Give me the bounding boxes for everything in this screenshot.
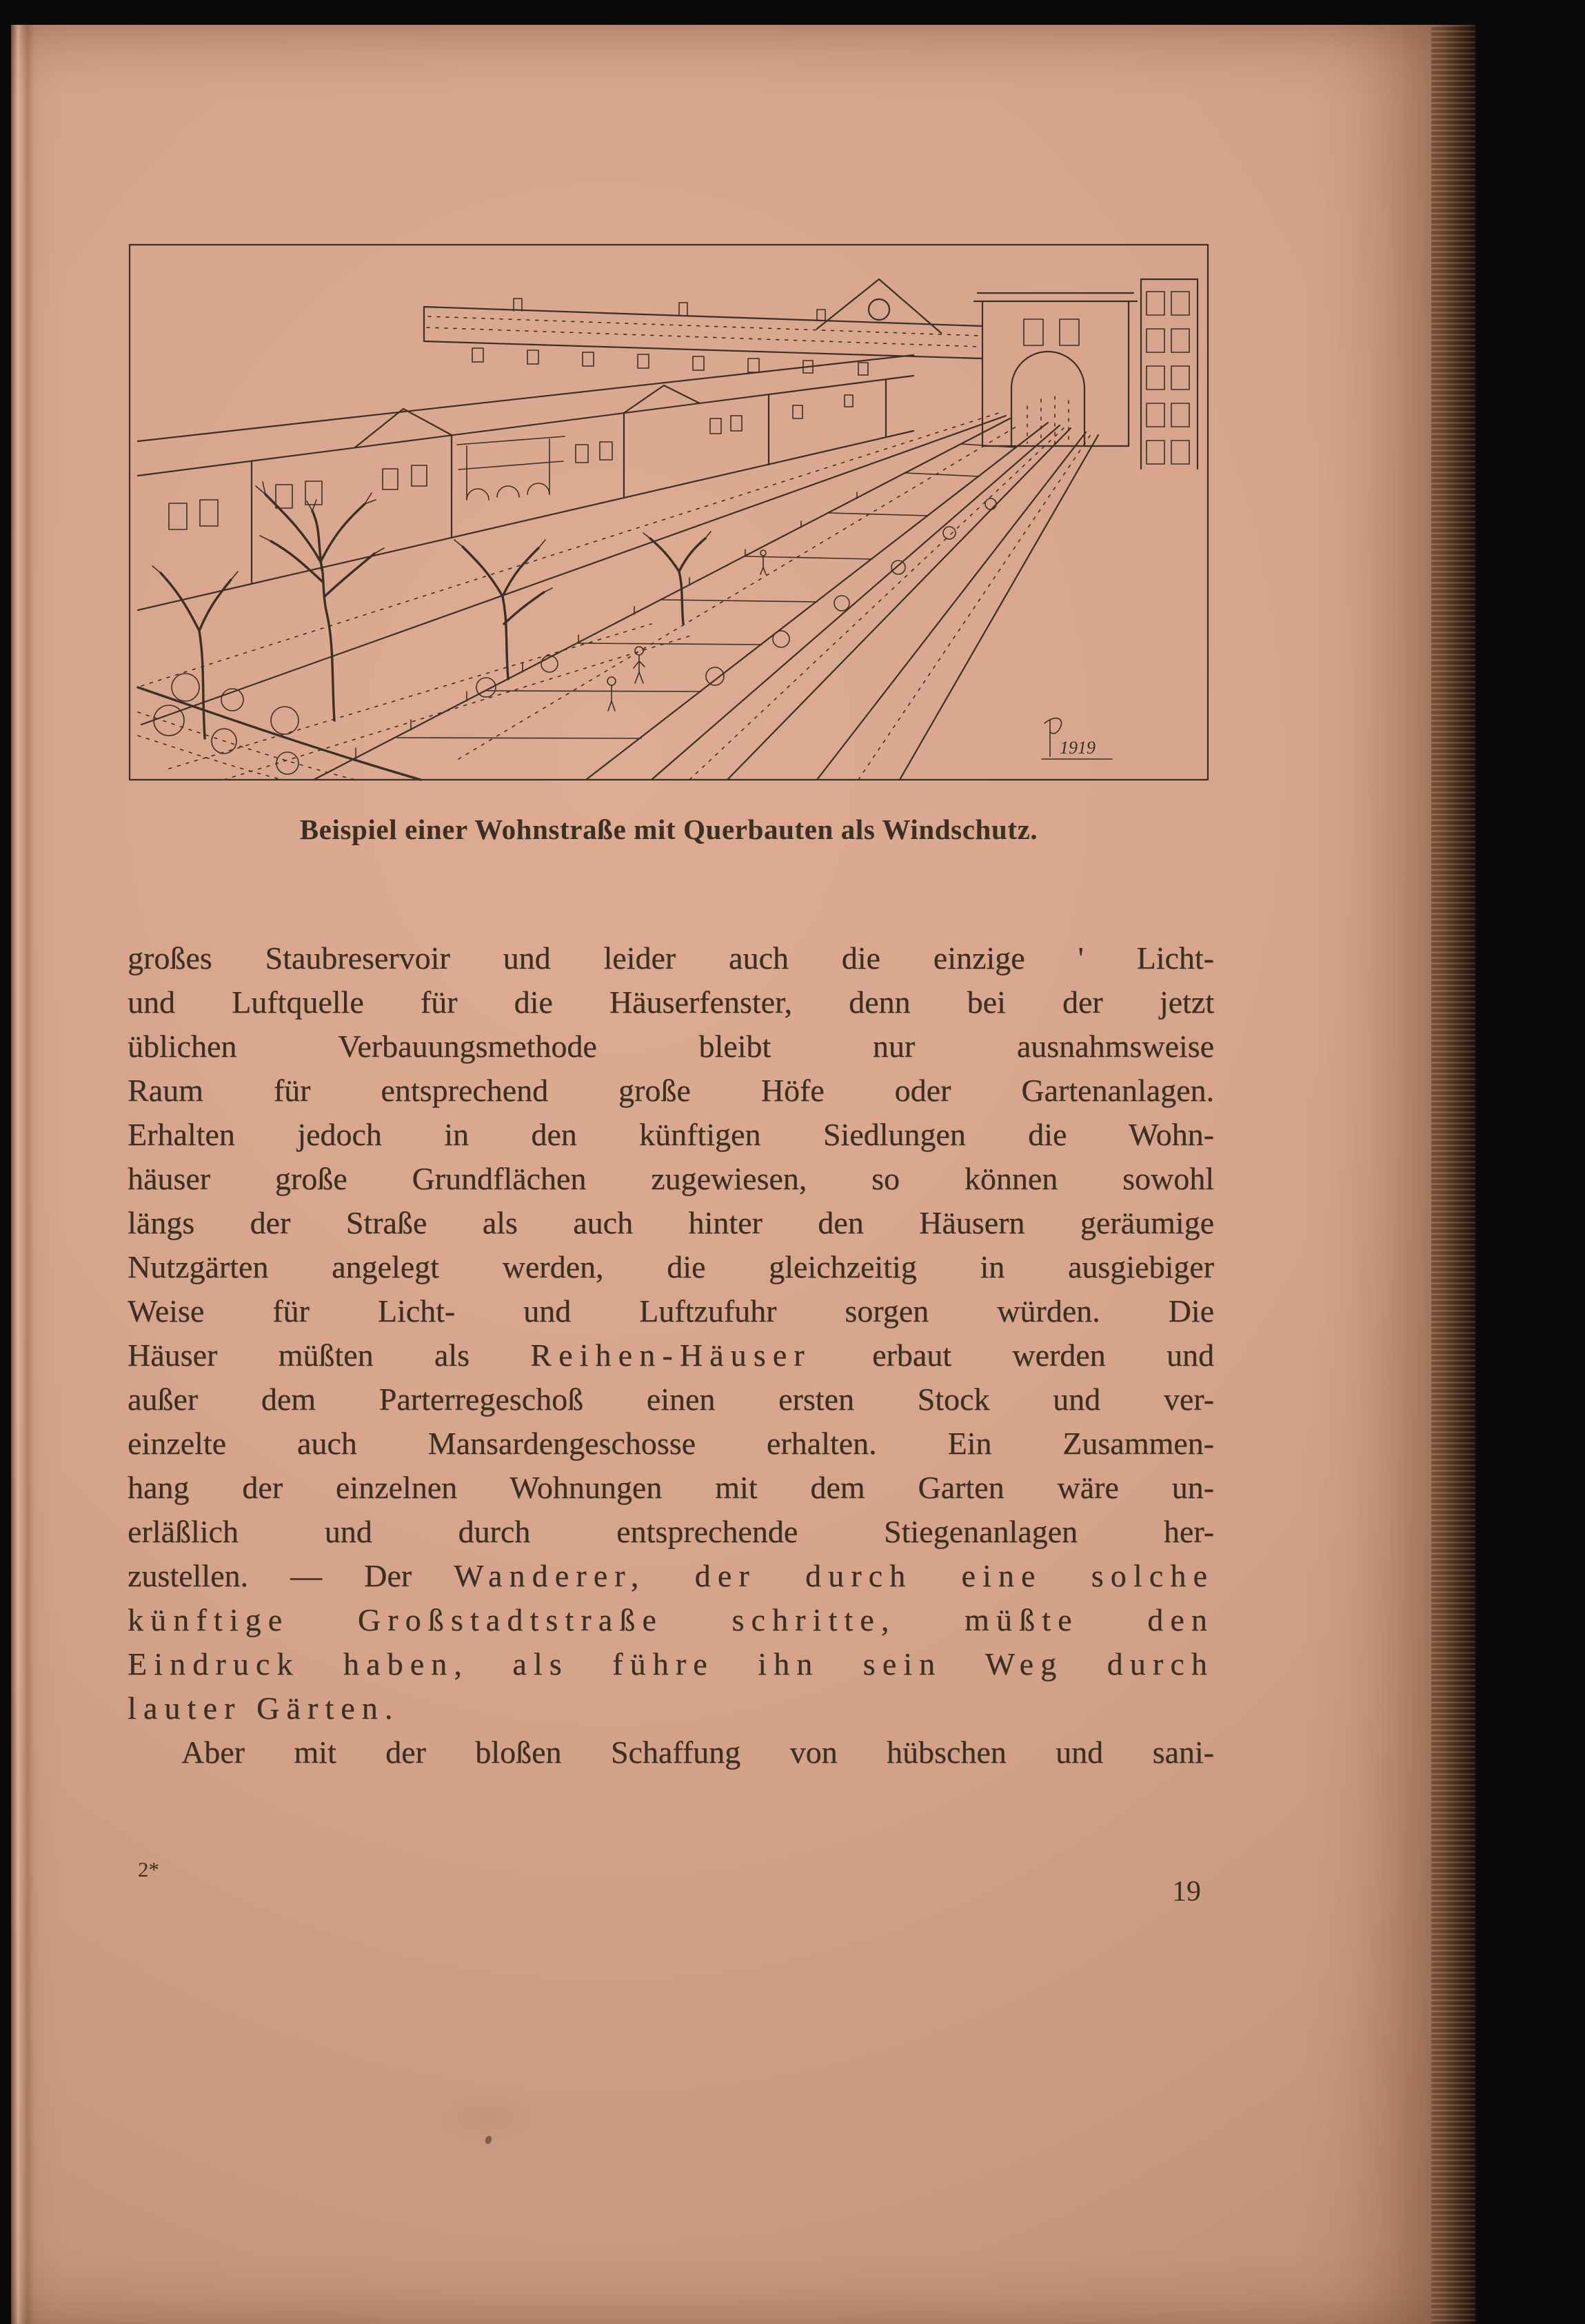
signature-year: 1919 <box>1060 738 1096 758</box>
tree-twigs <box>152 482 711 592</box>
shrubs <box>154 498 996 774</box>
artist-signature <box>1042 718 1112 759</box>
body-line: Eindruck haben, als führe ihn sein Weg durch <box>128 1646 1214 1681</box>
upper-buildings <box>424 279 982 375</box>
figure-caption: Beispiel einer Wohnstraße mit Querbauten als Windschutz. <box>299 814 1038 845</box>
body-line: erläßlich und durch entsprechende Stiegenanlagen her- <box>128 1514 1214 1549</box>
body-line: großes Staubreservoir und leider auch die einzige ' Licht- <box>128 940 1214 976</box>
body-line: häuser große Grundflächen zugewiesen, so können sowohl <box>128 1161 1214 1196</box>
body-line: und Luftquelle für die Häuserfenster, denn bei der jetzt <box>128 984 1214 1020</box>
book-page-edge <box>1431 25 1475 2324</box>
body-line: außer dem Parterregeschoß einen ersten Stock und ver- <box>128 1382 1214 1417</box>
body-line: üblichen Verbauungsmethode bleibt nur ausnahmsweise <box>128 1029 1214 1064</box>
body-text <box>128 936 1214 1775</box>
body-line: zustellen. — Der Wanderer, der durch eine solche <box>128 1558 1214 1593</box>
figure <box>128 238 1210 846</box>
body-line: Weise für Licht- und Luftzufuhr sorgen würden. Die <box>128 1293 1214 1328</box>
pedestrians <box>607 550 766 711</box>
body-line: Häuser müßten als Reihen-Häuser erbaut werden und <box>128 1337 1214 1373</box>
book-page <box>11 25 1431 2324</box>
body-line: künftige Großstadtstraße schritte, müßte den <box>128 1602 1214 1637</box>
body-line: hang der einzelnen Wohnungen mit dem Garten wäre un- <box>128 1470 1214 1505</box>
street-and-terraces <box>141 412 1098 780</box>
row-houses <box>138 355 913 610</box>
gutter-shading <box>11 25 44 2324</box>
body-line: einzelte auch Mansardengeschosse erhalten. Ein Zusammen- <box>128 1426 1214 1461</box>
page-number: 19 <box>1172 1876 1201 1908</box>
figure-frame-border <box>130 245 1208 780</box>
figure-illustration <box>128 238 1210 782</box>
body-line: Erhalten jedoch in den künftigen Siedlungen die Wohn- <box>128 1117 1214 1152</box>
paper-smudge <box>425 2086 549 2148</box>
body-line: Nutzgärten angelegt werden, die gleichzeitig in ausgiebiger <box>128 1249 1214 1284</box>
body-line: längs der Straße als auch hinter den Häusern geräumige <box>128 1205 1214 1240</box>
trees <box>161 494 705 738</box>
body-line: Raum für entsprechend große Höfe oder Gartenanlagen. <box>128 1073 1214 1108</box>
body-line: Aber mit der bloßen Schaffung von hübschen und sani- <box>181 1735 1214 1770</box>
footnote-mark: 2* <box>138 1857 159 1881</box>
gateway-building <box>974 279 1198 469</box>
body-line: lauter Gärten. <box>128 1690 400 1726</box>
